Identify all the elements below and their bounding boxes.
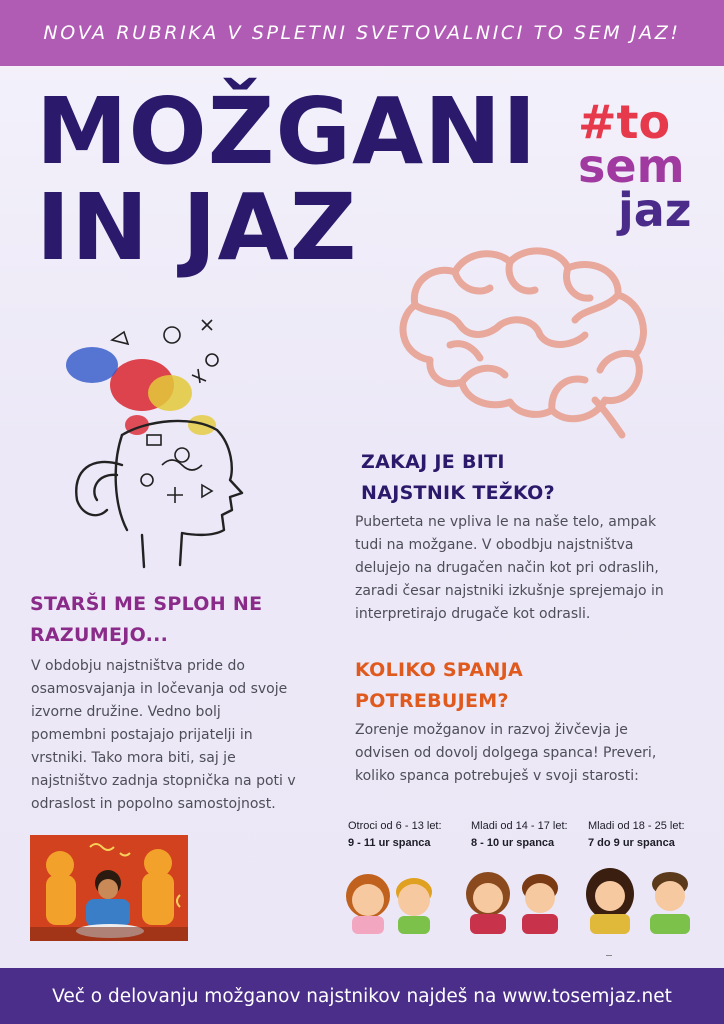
parents-text: V obdobju najstništva pride do osamosvajanja in ločevanja od svoje izvorne družine. Vedno bolj pomembni postajajo prijatelji in vrstniki. Tako mora biti, saj je najstništvo zadnja stopnička na poti v odraslost in popolno samostojnost. <box>31 658 296 812</box>
sleep-heading: KOLIKO SPANJA POTREBUJEM? <box>355 659 523 712</box>
sleep-text: Zorenje možganov in razvoj živčevja je odvisen od dovolj dolgega spanca! Preveri, koliko spanca potrebuješ v svoji starosti: <box>355 722 657 784</box>
bottom-banner <box>0 968 724 1024</box>
top-banner-text: NOVA RUBRIKA V SPLETNI SVETOVALNICI TO SEM JAZ! <box>43 22 681 44</box>
logo-line-1: #to <box>578 95 671 149</box>
age-group-children: Otroci od 6 - 13 let: 9 - 11 ur spanca <box>348 820 442 849</box>
divider-mark <box>606 955 612 956</box>
brain-outline-icon <box>390 240 660 440</box>
why-hard-text: Puberteta ne vpliva le na naše telo, ampak tudi na možgane. V obodbju najstništva delujejo na drugačen način kot pri odraslih, zaradi česar najstniki izkušnje sprejemajo in interpretirajo drugače kot odrasli. <box>355 514 664 622</box>
age-group-young-adults: Mladi od 18 - 25 let: 7 do 9 ur spanca <box>588 820 685 849</box>
teens-illustration <box>460 858 570 934</box>
why-hard-heading: ZAKAJ JE BITI NAJSTNIK TEŽKO? <box>361 451 555 504</box>
logo-line-3: jaz <box>618 183 692 237</box>
title-line-2: IN JAZ <box>36 174 358 281</box>
parents-heading: STARŠI ME SPLOH NE RAZUMEJO... <box>30 593 263 646</box>
young-adults-illustration <box>582 858 702 934</box>
age-group-teens: Mladi od 14 - 17 let: 8 - 10 ur spanca <box>471 820 568 849</box>
head-doodle-illustration <box>52 305 262 575</box>
children-illustration <box>340 858 440 934</box>
bottom-banner-text: Več o delovanju možganov najstnikov najdeš na www.tosemjaz.net <box>52 985 672 1007</box>
logo-line-2: sem <box>578 139 685 193</box>
top-banner <box>0 0 724 66</box>
tosemjaz-logo <box>578 95 708 237</box>
teen-stress-illustration <box>30 835 188 941</box>
title-line-1: MOŽGANI <box>36 78 538 185</box>
